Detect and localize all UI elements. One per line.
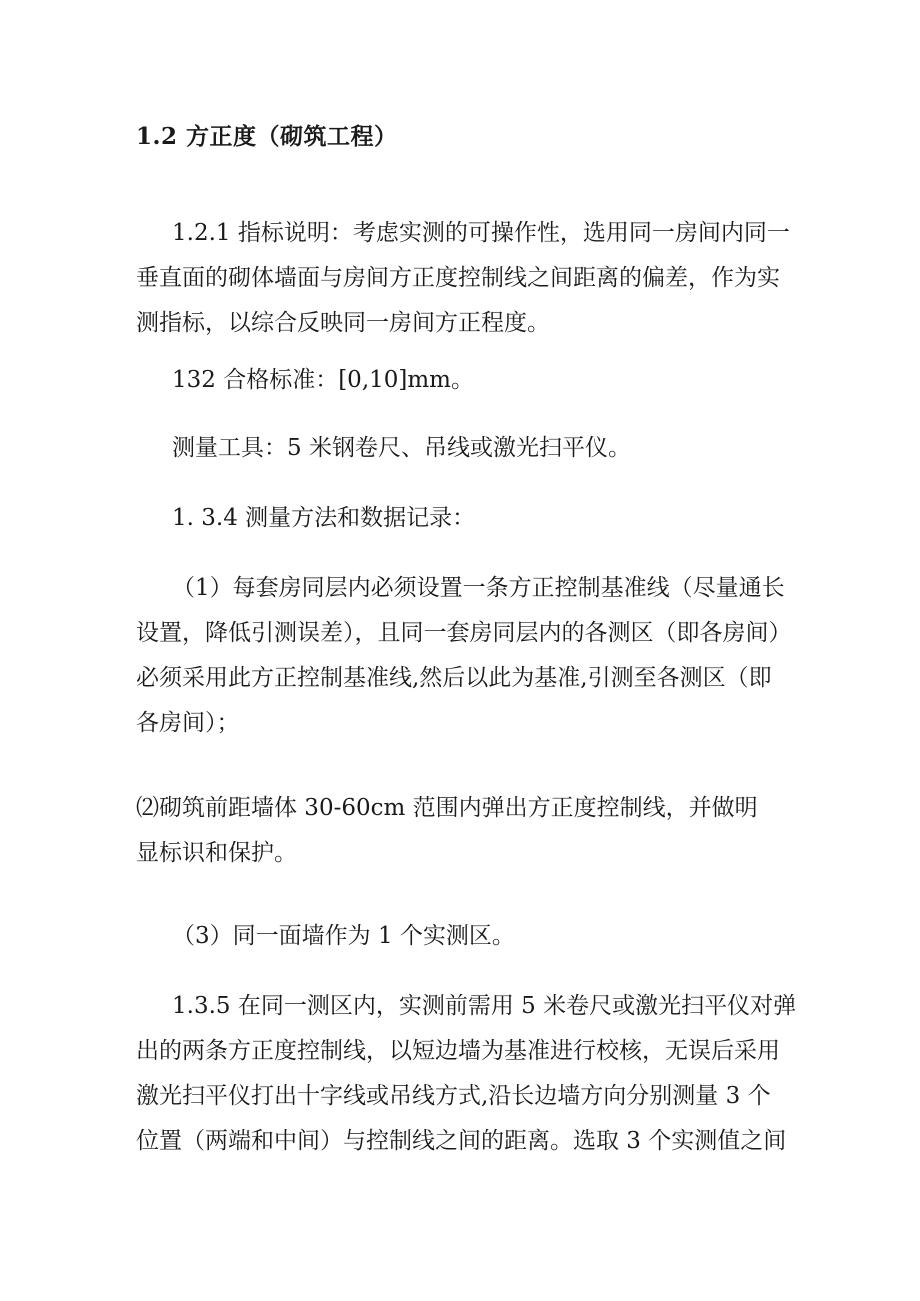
paragraph-method-heading xyxy=(172,496,475,541)
paragraph-line: 位置（两端和中间）与控制线之间的距离。选取 3 个实测值之间 xyxy=(136,1128,787,1154)
paragraph-line: 垂直面的砌体墙面与房间方正度控制线之间距离的偏差，作为实 xyxy=(136,265,780,291)
paragraph-item-3 xyxy=(172,914,515,959)
paragraph-line: 设置，降低引测误差），且同一套房同层内的各测区（即各房间） xyxy=(136,620,792,646)
paragraph-measuring-tools xyxy=(172,426,631,471)
paragraph-line: 1.3.5 在同一测区内，实测前需用 5 米卷尺或激光扫平仪对弹 xyxy=(172,993,797,1019)
paragraph-item-1 xyxy=(136,566,792,746)
paragraph-line: （3）同一面墙作为 1 个实测区。 xyxy=(172,923,515,949)
paragraph-line: 必须采用此方正控制基准线,然后以此为基准,引测至各测区（即 xyxy=(136,665,772,691)
paragraph-line: 激光扫平仪打出十字线或吊线方式,沿长边墙方向分别测量 3 个 xyxy=(136,1083,771,1109)
paragraph-line: 显标识和保护。 xyxy=(136,840,297,866)
paragraph-qualification-standard xyxy=(172,358,474,403)
paragraph-line: 测量工具：5 米钢卷尺、吊线或激光扫平仪。 xyxy=(172,435,631,461)
paragraph-line: 测指标，以综合反映同一房间方正程度。 xyxy=(136,310,550,336)
paragraph-indicator-description xyxy=(136,211,790,346)
paragraph-line: 1.2.1 指标说明：考虑实测的可操作性，选用同一房间内同一 xyxy=(172,220,790,246)
paragraph-calibration xyxy=(136,984,797,1164)
paragraph-line: （1）每套房同层内必须设置一条方正控制基准线（尽量通长 xyxy=(172,575,785,601)
paragraph-line: 132 合格标准：[0,10]mm。 xyxy=(172,367,474,393)
section-heading: 1.2 方正度（砌筑工程） xyxy=(136,123,398,150)
paragraph-line: 各房间）； xyxy=(136,710,240,736)
paragraph-line: 出的两条方正度控制线，以短边墙为基准进行校核，无误后采用 xyxy=(136,1038,780,1064)
paragraph-line: 1. 3.4 测量方法和数据记录： xyxy=(172,505,476,531)
paragraph-item-2 xyxy=(136,786,758,876)
paragraph-line: ⑵砌筑前距墙体 30-60cm 范围内弹出方正度控制线，并做明 xyxy=(136,795,758,821)
